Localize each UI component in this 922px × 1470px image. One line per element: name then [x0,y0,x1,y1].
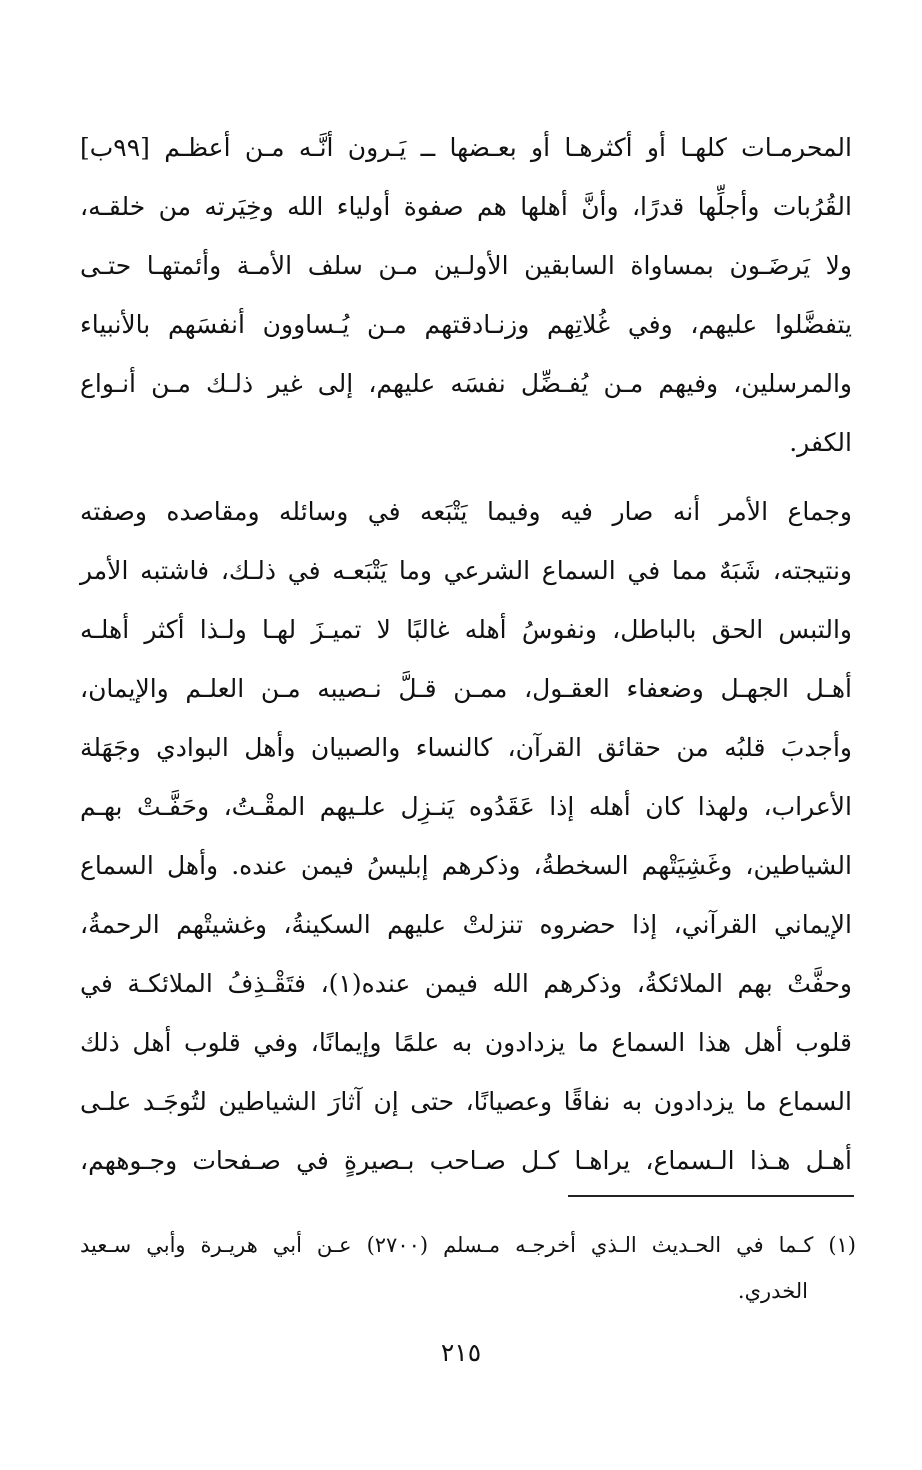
text-line: السماع ما يزدادون به نفاقًا وعصيانًا، حتى إن آثارَ الشياطين لتُوجَـد علـى [80,1087,852,1116]
footnote-line: (١) كـما في الحـديث الـذي أخرجـه مـسلم (٢٧٠٠) عـن أبي هريـرة وأبي سـعيد [80,1233,856,1257]
text-line: وأجدبَ قلبُه من حقائق القرآن، كالنساء والصبيان وأهل البوادي وجَهَلة [80,733,852,762]
text-line: ولا يَرضَـون بمساواة السابقين الأولـين مـن سلف الأمـة وأئمتهـا حتـى [80,251,852,280]
text-line: ونتيجته، شَبَهٌ مما في السماع الشرعي وما يَتْبَعـه في ذلـك، فاشتبه الأمر [80,556,852,585]
text-line: والتبس الحق بالباطل، ونفوسُ أهله غالبًا لا تميـزَ لهـا ولـذا أكثر أهلـه [80,615,852,644]
text-line: القُرُبات وأجلِّها قدرًا، وأنَّ أهلها هم صفوة أولياء الله وخِيَرته من خلقـه، [80,192,852,221]
text-line: أهـل هـذا الـسماع، يراهـا كـل صـاحب بـصيرةٍ في صـفحات وجـوههم، [80,1146,852,1175]
footnote-line: الخدري. [737,1279,808,1303]
footnote [80,1222,856,1314]
text-line: يتفضَّلوا عليهم، وفي غُلاتِهم وزنـادقتهم مـن يُـساوون أنفسَهم بالأنبياء [80,310,852,339]
text-line: وحفَّتْ بهم الملائكةُ، وذكرهم الله فيمن عنده(١)، فتَقْـذِفُ الملائكـة في [80,969,852,998]
text-line: وجماع الأمر أنه صار فيه وفيما يَتْبَعه في وسائله ومقاصده وصفته [80,497,852,526]
paragraph-1 [80,118,852,472]
text-line: الكفر. [789,428,852,457]
page-number: ٢١٥ [440,1338,482,1367]
main-text [80,118,852,1190]
paragraph-2 [80,482,852,1190]
text-line: أهـل الجهـل وضعفاء العقـول، ممـن قـلَّ نـصيبه مـن العلـم والإيمان، [80,674,852,703]
paragraph-gap [80,472,852,482]
footnote-separator [568,1195,854,1197]
text-line: والمرسلين، وفيهم مـن يُفـضِّل نفسَه عليهم، إلى غير ذلـك مـن أنـواع [80,369,852,398]
text-line: الشياطين، وغَشِيَتْهم السخطةُ، وذكرهم إبليسُ فيمن عنده. وأهل السماع [80,851,852,880]
text-line: الأعراب، ولهذا كان أهله إذا عَقَدُوه يَنـزِل علـيهم المقْـتُ، وحَفَّـتْ بهـم [80,792,852,821]
text-line: قلوب أهل هذا السماع ما يزدادون به علمًا وإيمانًا، وفي قلوب أهل ذلك [80,1028,852,1057]
text-line: الإيماني القرآني، إذا حضروه تنزلتْ عليهم السكينةُ، وغشيتْهم الرحمةُ، [80,910,852,939]
text-line: المحرمـات كلهـا أو أكثرهـا أو بعـضها ــ يَـرون أنَّـه مـن أعظـم [٩٩ب] [80,133,852,162]
